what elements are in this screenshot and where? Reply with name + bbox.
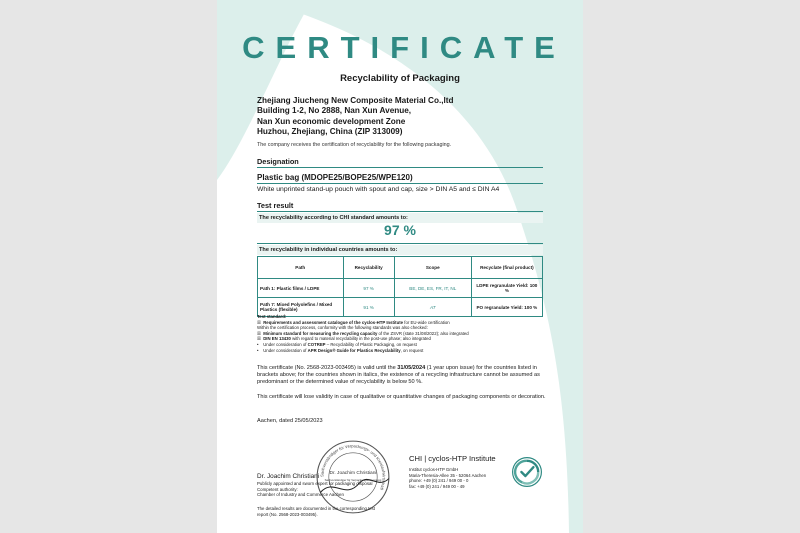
signatory-details: [257, 481, 372, 498]
signatory-line: Publicly appointed and sworn expert for packaging disposal: [257, 481, 373, 486]
chi-recycling-logo-icon: [511, 456, 543, 488]
product-name: Plastic bag (MDOPE25/BOPE25/WPE120): [257, 173, 413, 182]
signatory-line: Competent authority:: [257, 486, 298, 492]
standard-item-rest: , on request: [400, 347, 424, 353]
institute-address: [409, 467, 486, 489]
checkbox-checked-icon: ☒: [257, 336, 261, 342]
col-path: Path: [258, 257, 344, 279]
designation-rule: [257, 167, 543, 168]
company-line: Huzhou, Zhejiang, China (ZIP 313009): [257, 127, 403, 137]
standard-item-bold: Minimum standard for measuring the recycling capacity: [263, 330, 378, 336]
certificate-subtitle: Recyclability of Packaging: [340, 73, 460, 84]
product-rule: [257, 183, 543, 184]
address-line: phone: +49 (0) 241 / 949 00 - 0: [409, 478, 469, 484]
validity-post: (1 year upon issue) for the countries listed in brackets above; for the countries shown in italics, the existence of a recycling infrastructure cannot be assumed as predominant or the determined value of recyclability is below 50 %.: [257, 365, 540, 386]
countries-heading: The recyclability in individual countries amounts to:: [257, 245, 543, 255]
signatory-name: Dr. Joachim Christiani: [257, 473, 320, 480]
standard-item-pre: Under consideration of: [263, 341, 308, 347]
bullet-icon: •: [257, 341, 259, 347]
loss-validity-paragraph: This certificate will lose validity in case of qualitative or quantitative changes of packaging components or decoration.: [257, 394, 546, 400]
chi-rule: [257, 243, 543, 244]
col-scope: Scope: [394, 257, 471, 279]
table-row: [258, 279, 543, 298]
standard-item-bold: COTREP: [307, 341, 326, 347]
row-recyclate: LDPE regranulate Yield: 100 %: [471, 279, 542, 298]
standard-item-bold: APR Design® Guide for Plastics Recyclability: [307, 347, 401, 353]
standard-item-rest: – Recyclability of Plastic Packaging, on request: [325, 341, 417, 347]
standard-primary: Requirements and assessment catalogue of the cyclos-HTP Institute: [263, 319, 404, 325]
test-standard-block: [257, 314, 469, 353]
standard-item-rest: of the ZSVR (state 31/08/2022); also integrated: [378, 330, 469, 336]
designation-label: Designation: [257, 157, 299, 166]
address-line: fax: +49 (0) 241 / 949 00 - 49: [409, 483, 465, 489]
certificate-page: [217, 0, 583, 533]
chi-heading: The recyclability according to CHI standard amounts to:: [257, 213, 543, 223]
recyclability-table: [257, 256, 543, 317]
address-line: Maria-Theresia-Allee 35 - 52064 Aachen: [409, 472, 487, 478]
product-description: White unprinted stand-up pouch with spout and cap, size > DIN A5 and ≤ DIN A4: [257, 186, 500, 193]
validity-date: 31/05/2024: [397, 365, 426, 371]
footnote-line: The detailed results are documented in the corresponding test: [257, 506, 375, 511]
seal-name: Dr. Joachim Christiani: [329, 470, 377, 476]
row-path: Path 1: Plastic films / LDPE: [258, 279, 344, 298]
seal-sub: Sachverständiger für Verpackungsentsorgung: [324, 477, 382, 482]
row-scope: BE, DE, ES, FR, IT, NL: [394, 279, 471, 298]
row-value: 91 %: [343, 298, 394, 317]
validity-pre: This certificate (No. 2568-2023-003495) is valid until the: [257, 365, 398, 371]
company-line: Nan Xun economic development Zone: [257, 116, 406, 126]
row-recyclate: PO regranulate Yield: 100 %: [471, 298, 542, 317]
validity-paragraph: [257, 365, 547, 387]
expert-seal-stamp: [314, 438, 392, 516]
standard-primary-suffix: for EU-wide certification: [404, 319, 450, 325]
intro-text: The company receives the certification of recyclability for the following packaging.: [257, 142, 452, 148]
checkbox-checked-icon: ☒: [257, 330, 261, 336]
col-recyclability: Recyclability: [343, 257, 394, 279]
chi-recyclability-value: 97 %: [384, 222, 416, 238]
bullet-icon: •: [257, 347, 259, 353]
row-value: 97 %: [343, 279, 394, 298]
checkbox-checked-icon: ☒: [257, 319, 261, 325]
test-result-rule: [257, 211, 543, 212]
row-scope: AT: [394, 298, 471, 317]
col-recyclate: Recyclate (final product): [471, 257, 542, 279]
standard-item-bold: DIN EN 13430: [263, 336, 291, 342]
seal-ring-text: Sachverständiger für Verpackungs- und Kreislaufwirtschaft: [319, 443, 387, 491]
company-line: Zhejiang Jiucheng New Composite Material Co.,ltd: [257, 96, 454, 105]
table-header-row: [258, 257, 543, 279]
signatory-line: Chamber of Industry and Commerce Aachen: [257, 492, 344, 498]
institute-name: CHI | cyclos-HTP Institute: [409, 454, 496, 463]
footnote: [257, 506, 375, 517]
certificate-title: CERTIFICATE: [242, 30, 566, 65]
address-line: Institut cyclos-HTP GmbH: [409, 467, 459, 472]
standard-item-rest: with regard to material recyclability in the post-use phase; also integrated: [292, 336, 431, 342]
place-date: Aachen, dated 25/05/2023: [257, 418, 323, 424]
company-address: [257, 96, 454, 138]
within-text: Within the certification process, conformity with the following standards was also checked:: [257, 325, 428, 331]
test-standard-label: Test standard:: [257, 314, 287, 319]
footnote-line: report (No. 2568-2023-003495).: [257, 511, 318, 517]
test-result-label: Test result: [257, 201, 294, 210]
standard-item-pre: Under consideration of: [263, 347, 308, 353]
company-line: Building 1-2, No 2888, Nan Xun Avenue,: [257, 106, 412, 116]
row-path: Path 7: Mixed Polyolefins / Mixed Plastics (flexible): [258, 298, 344, 317]
